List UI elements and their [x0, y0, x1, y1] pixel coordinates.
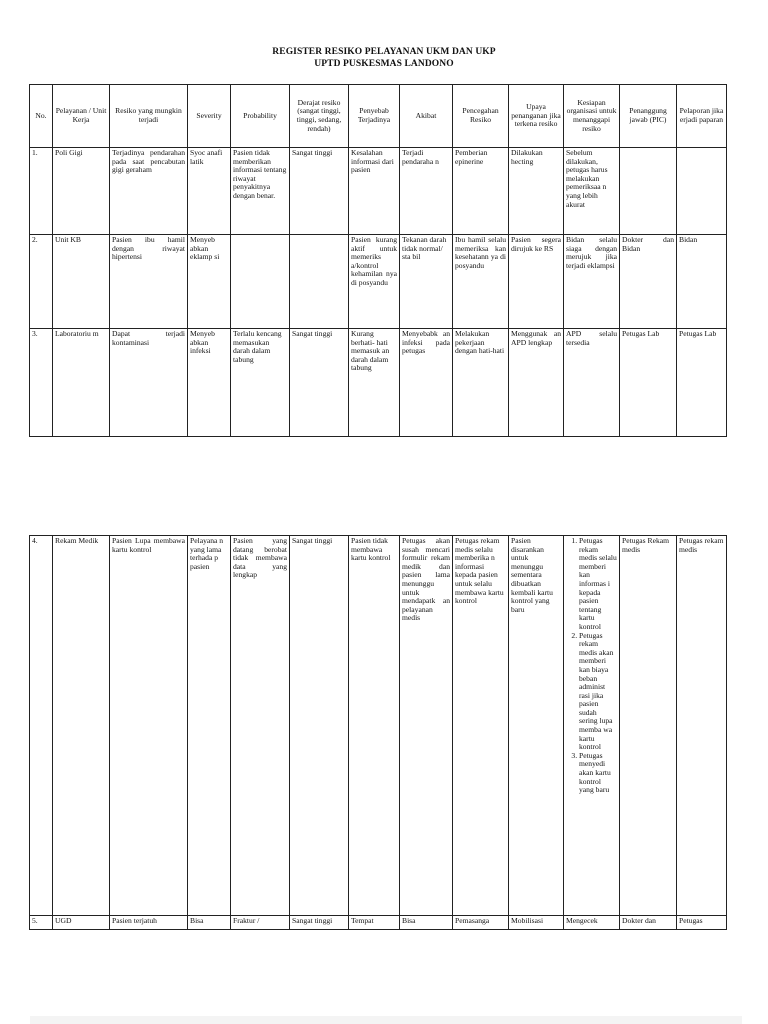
risk-register-table-continued: [29, 535, 727, 930]
header-no: No.: [30, 85, 53, 148]
cell-severity: Bisa: [188, 916, 231, 930]
cell-upaya: Mobilisasi: [509, 916, 564, 930]
document-title: REGISTER RESIKO PELAYANAN UKM DAN UKP: [272, 47, 496, 57]
list-item: 1. Petugas rekam medis selalu memberi kan informas i kepada pasien tentang kartu kontrol: [579, 537, 617, 632]
cell-pelaporan: Bidan: [677, 235, 727, 329]
cell-pic: [620, 148, 677, 235]
cell-unit: Rekam Medik: [53, 536, 110, 916]
cell-pelaporan: [677, 148, 727, 235]
table-row: [30, 916, 727, 930]
cell-penyebab: Kurang berhati- hati memasuk an darah dalam tabung: [349, 329, 400, 437]
header-probability: Probability: [231, 85, 290, 148]
cell-pencegahan: Ibu hamil selalu memeriksa kan kesehatann ya di posyandu: [453, 235, 509, 329]
cell-kesiapan: Sebelum dilakukan, petugas harus melakukan pemeriksaa n yang lebih akurat: [564, 148, 620, 235]
risk-register-table: [29, 84, 727, 437]
header-resiko: Resiko yang mungkin terjadi: [110, 85, 188, 148]
table-row: [30, 329, 727, 437]
cell-kesiapan: APD selalu tersedia: [564, 329, 620, 437]
cell-penyebab: Pasien kurang aktif untuk memeriks a/kontrol kehamilan nya di posyandu: [349, 235, 400, 329]
cell-derajat: Sangat tinggi: [290, 536, 349, 916]
cell-unit: Poli Gigi: [53, 148, 110, 235]
cell-probability: Pasien yang datang berobat tidak membawa data yang lengkap: [231, 536, 290, 916]
cell-probability: Terlalu kencang memasukan darah dalam tabung: [231, 329, 290, 437]
cell-probability: Fraktur /: [231, 916, 290, 930]
cell-severity: Menyeb abkan eklamp si: [188, 235, 231, 329]
header-penyebab: Penyebab Terjadinya: [349, 85, 400, 148]
cell-unit: UGD: [53, 916, 110, 930]
cell-no: 5.: [30, 916, 53, 930]
cell-penyebab: Kesalahan informasi dari pasien: [349, 148, 400, 235]
list-item: 3. Petugas menyedi akan kartu kontrol yang baru: [579, 752, 617, 795]
cell-resiko: Pasien Lupa membawa kartu kontrol: [110, 536, 188, 916]
cell-upaya: Dilakukan hecting: [509, 148, 564, 235]
cell-penyebab: Tempat: [349, 916, 400, 930]
header-kesiapan: Kesiapan organisasi untuk menanggapi resiko: [564, 85, 620, 148]
cell-pelaporan: Petugas Lab: [677, 329, 727, 437]
cell-severity: Syoc anafi latik: [188, 148, 231, 235]
cell-probability: Pasien tidak memberikan informasi tentang riwayat penyakitnya dengan benar.: [231, 148, 290, 235]
cell-akibat: Terjadi pendaraha n: [400, 148, 453, 235]
cell-penyebab: Pasien tidak membawa kartu kontrol: [349, 536, 400, 916]
header-pic: Penanggung jawab (PIC): [620, 85, 677, 148]
cell-pelaporan: Petugas rekam medis: [677, 536, 727, 916]
cell-pic: Dokter dan Bidan: [620, 235, 677, 329]
cell-pic: Petugas Rekam medis: [620, 536, 677, 916]
cell-pic: Petugas Lab: [620, 329, 677, 437]
cell-resiko: Dapat terjadi kontaminasi: [110, 329, 188, 437]
cell-pencegahan: Melakukan pekerjaan dengan hati-hati: [453, 329, 509, 437]
cell-akibat: Bisa: [400, 916, 453, 930]
cell-pic: Dokter dan: [620, 916, 677, 930]
cell-derajat: Sangat tinggi: [290, 916, 349, 930]
cell-akibat: Petugas akan susah mencari formulir rekam medik dan pasien lama menunggu untuk mendapatk an pelayanan medis: [400, 536, 453, 916]
cell-pelaporan: Petugas: [677, 916, 727, 930]
cell-upaya: Menggunak an APD lengkap: [509, 329, 564, 437]
cell-derajat: Sangat tinggi: [290, 329, 349, 437]
cell-probability: [231, 235, 290, 329]
cell-pencegahan: Pemasanga: [453, 916, 509, 930]
header-row: [30, 85, 727, 148]
cell-resiko: Pasien terjatuh: [110, 916, 188, 930]
page-bottom-edge: [30, 1016, 742, 1024]
cell-pencegahan: Pemberian epinerine: [453, 148, 509, 235]
header-upaya: Upaya penanganan jika terkena resiko: [509, 85, 564, 148]
cell-no: 3.: [30, 329, 53, 437]
cell-upaya: Pasien segera dirujuk ke RS: [509, 235, 564, 329]
cell-kesiapan: Bidan selalu siaga dengan merujuk jika terjadi eklampsi: [564, 235, 620, 329]
header-akibat: Akibat: [400, 85, 453, 148]
header-unit: Pelayanan / Unit Kerja: [53, 85, 110, 148]
header-pelaporan: Pelaporan jika erjadi paparan: [677, 85, 727, 148]
table-row: [30, 536, 727, 916]
cell-kesiapan: [564, 536, 620, 916]
kesiapan-list: [566, 537, 617, 795]
table-row: [30, 235, 727, 329]
cell-resiko: Pasien ibu hamil dengan riwayat hipertensi: [110, 235, 188, 329]
cell-severity: Pelayana n yang lama terhada p pasien: [188, 536, 231, 916]
cell-severity: Menyeb abkan infeksi: [188, 329, 231, 437]
cell-akibat: Menyebabk an infeksi pada petugas: [400, 329, 453, 437]
cell-no: 2.: [30, 235, 53, 329]
list-item: 2. Petugas rekam medis akan memberi kan biaya beban administ rasi jika pasien sudah sering lupa memba wa kartu kontrol: [579, 632, 617, 752]
table-row: [30, 148, 727, 235]
cell-derajat: [290, 235, 349, 329]
header-derajat: Derajat resiko (sangat tinggi, tinggi, sedang, rendah): [290, 85, 349, 148]
cell-resiko: Terjadinya pendarahan pada saat pencabutan gigi geraham: [110, 148, 188, 235]
cell-no: 1.: [30, 148, 53, 235]
cell-no: 4.: [30, 536, 53, 916]
cell-unit: Unit KB: [53, 235, 110, 329]
header-pencegahan: Pencegahan Resiko: [453, 85, 509, 148]
header-severity: Severity: [188, 85, 231, 148]
cell-derajat: Sangat tinggi: [290, 148, 349, 235]
cell-upaya: Pasien disarankan untuk menunggu sementara dibuatkan kembali kartu kontrol yang baru: [509, 536, 564, 916]
document-subtitle: UPTD PUSKESMAS LANDONO: [314, 59, 454, 69]
cell-kesiapan: Mengecek: [564, 916, 620, 930]
cell-pencegahan: Petugas rekam medis selalu memberika n informasi kepada pasien untuk selalu membawa kartu kontrol: [453, 536, 509, 916]
cell-unit: Laboratoriu m: [53, 329, 110, 437]
cell-akibat: Tekanan darah tidak normal/ sta bil: [400, 235, 453, 329]
